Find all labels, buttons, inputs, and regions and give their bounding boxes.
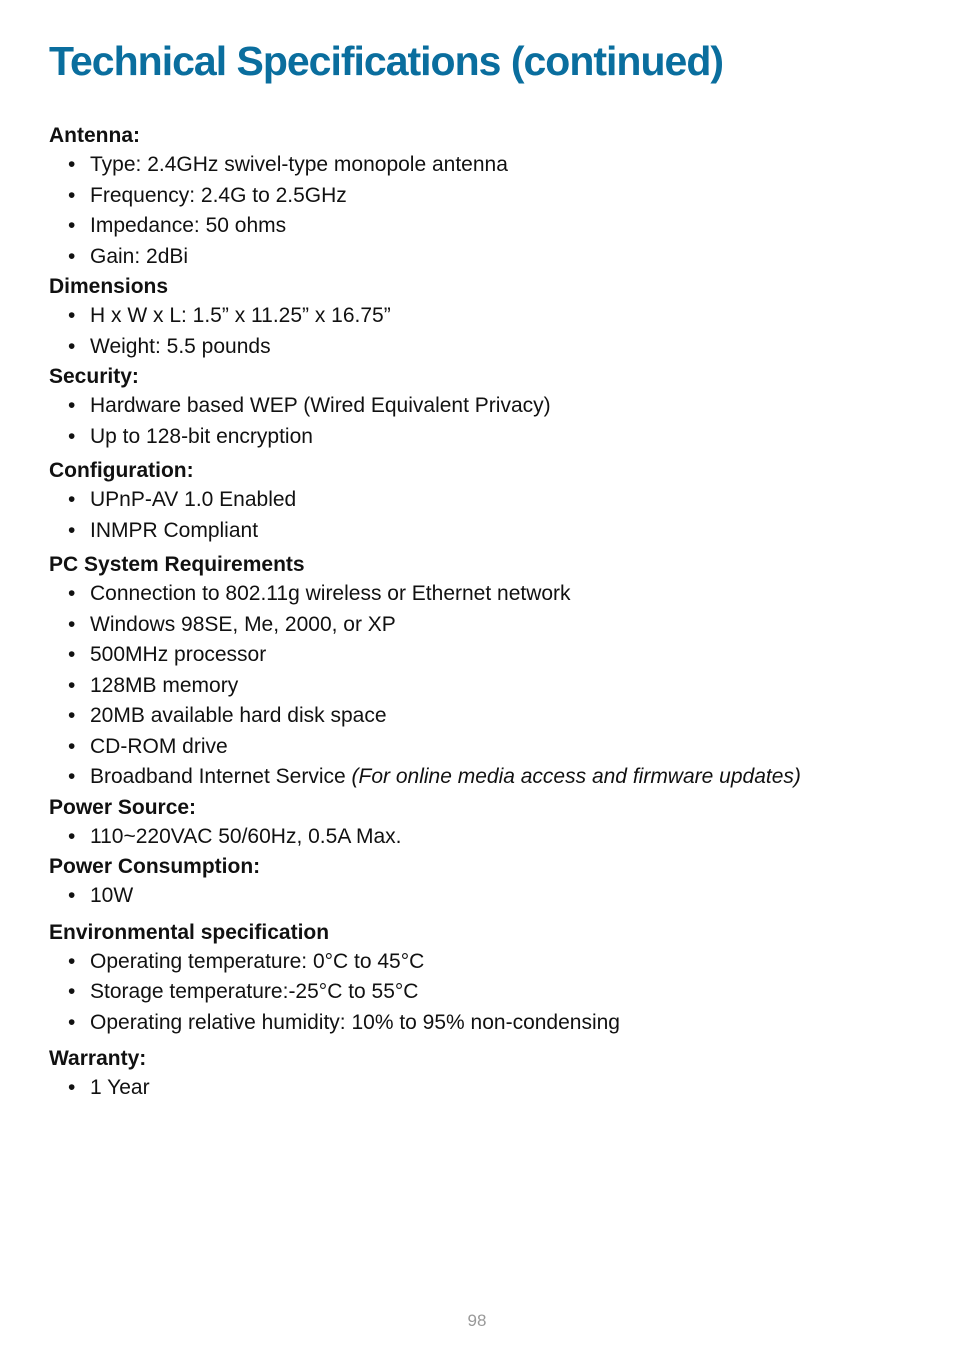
item-text: Windows 98SE, Me, 2000, or XP: [90, 612, 396, 636]
list-item: [49, 1073, 929, 1104]
spec-list: [49, 947, 929, 1039]
item-text: Hardware based WEP (Wired Equivalent Privacy): [90, 394, 551, 417]
bullet-icon: •: [68, 304, 76, 327]
list-item: [49, 422, 929, 453]
section-heading: Warranty:: [49, 1047, 147, 1070]
bullet-icon: •: [68, 582, 76, 605]
section-security: [49, 362, 929, 452]
spec-list: [49, 1073, 929, 1104]
bullet-icon: •: [68, 704, 76, 727]
list-item: [49, 977, 929, 1008]
item-text: H x W x L: 1.5” x 11.25” x 16.75”: [90, 304, 391, 327]
bullet-icon: •: [68, 980, 76, 1003]
bullet-icon: •: [68, 824, 76, 848]
section-dimensions: [49, 272, 929, 362]
section-heading: Antenna:: [49, 124, 140, 147]
spec-list: [49, 150, 929, 272]
item-note: (For online media access and firmware updates): [351, 765, 801, 788]
list-item: [49, 640, 929, 671]
spec-list: [49, 881, 929, 912]
bullet-icon: •: [68, 214, 76, 237]
item-text: Operating temperature: 0°C to 45°C: [90, 949, 425, 973]
item-text: 128MB memory: [90, 673, 239, 697]
item-text: Broadband Internet Service: [90, 765, 346, 788]
item-text: 500MHz processor: [90, 643, 267, 666]
bullet-icon: •: [68, 734, 76, 758]
bullet-icon: •: [68, 673, 76, 697]
bullet-icon: •: [68, 884, 76, 907]
section-heading: PC System Requirements: [49, 553, 305, 576]
item-text: Impedance: 50 ohms: [90, 214, 287, 237]
bullet-icon: •: [68, 394, 76, 417]
list-item: [49, 485, 929, 516]
bullet-icon: •: [68, 244, 76, 268]
bullet-icon: •: [68, 1076, 76, 1099]
item-text: 20MB available hard disk space: [90, 704, 387, 727]
item-text: CD-ROM drive: [90, 734, 228, 758]
bullet-icon: •: [68, 949, 76, 973]
bullet-icon: •: [68, 518, 76, 542]
list-item: [49, 762, 929, 793]
section-heading: Environmental specification: [49, 920, 330, 944]
list-item: [49, 881, 929, 912]
list-item: [49, 516, 929, 547]
section-warranty: [49, 1044, 929, 1104]
list-item: [49, 732, 929, 763]
list-item: [49, 579, 929, 610]
section-heading: Configuration:: [49, 459, 194, 482]
item-text: Connection to 802.11g wireless or Ethernet network: [90, 582, 571, 605]
section-power-consumption: [49, 852, 929, 912]
item-text: Weight: 5.5 pounds: [90, 334, 271, 358]
list-item: [49, 610, 929, 641]
page-title: Technical Specifications (continued): [49, 38, 724, 84]
bullet-icon: •: [68, 488, 76, 511]
list-item: [49, 947, 929, 978]
section-heading: Dimensions: [49, 275, 169, 298]
section-pc-requirements: [49, 550, 929, 793]
list-item: [49, 181, 929, 212]
section-heading: Power Source:: [49, 795, 197, 819]
list-item: [49, 701, 929, 732]
bullet-icon: •: [68, 334, 76, 358]
section-heading: Security:: [49, 365, 139, 388]
item-text: 110~220VAC 50/60Hz, 0.5A Max.: [90, 824, 402, 848]
list-item: [49, 1008, 929, 1039]
bullet-icon: •: [68, 183, 76, 207]
item-text: Frequency: 2.4G to 2.5GHz: [90, 183, 347, 207]
bullet-icon: •: [68, 424, 76, 448]
bullet-icon: •: [68, 153, 76, 176]
item-text: Operating relative humidity: 10% to 95% non-condensing: [90, 1010, 620, 1034]
item-text: 10W: [90, 884, 134, 907]
list-item: [49, 211, 929, 242]
item-text: 1 Year: [90, 1076, 150, 1099]
list-item: [49, 301, 929, 332]
spec-list: [49, 391, 929, 452]
list-item: [49, 332, 929, 363]
item-text: INMPR Compliant: [90, 518, 259, 542]
spec-list: [49, 485, 929, 546]
section-environmental: [49, 918, 929, 1039]
list-item: [49, 391, 929, 422]
list-item: [49, 822, 929, 853]
page-number: 98: [467, 1311, 487, 1330]
item-text: Gain: 2dBi: [90, 244, 189, 268]
section-heading: Power Consumption:: [49, 855, 261, 878]
item-text: Storage temperature:-25°C to 55°C: [90, 980, 419, 1003]
spec-list: [49, 301, 929, 362]
section-configuration: [49, 456, 929, 546]
bullet-icon: •: [68, 1010, 76, 1034]
bullet-icon: •: [68, 643, 76, 666]
section-power-source: [49, 793, 929, 853]
list-item: [49, 242, 929, 273]
spec-list: [49, 822, 929, 853]
list-item: [49, 150, 929, 181]
section-antenna: [49, 121, 929, 272]
list-item: [49, 671, 929, 702]
spec-content: [49, 121, 929, 1104]
bullet-icon: •: [68, 612, 76, 636]
bullet-icon: •: [68, 765, 76, 788]
spec-list: [49, 579, 929, 793]
item-text: Type: 2.4GHz swivel-type monopole antenna: [90, 153, 508, 176]
item-text: UPnP-AV 1.0 Enabled: [90, 488, 297, 511]
item-text: Up to 128-bit encryption: [90, 424, 313, 448]
